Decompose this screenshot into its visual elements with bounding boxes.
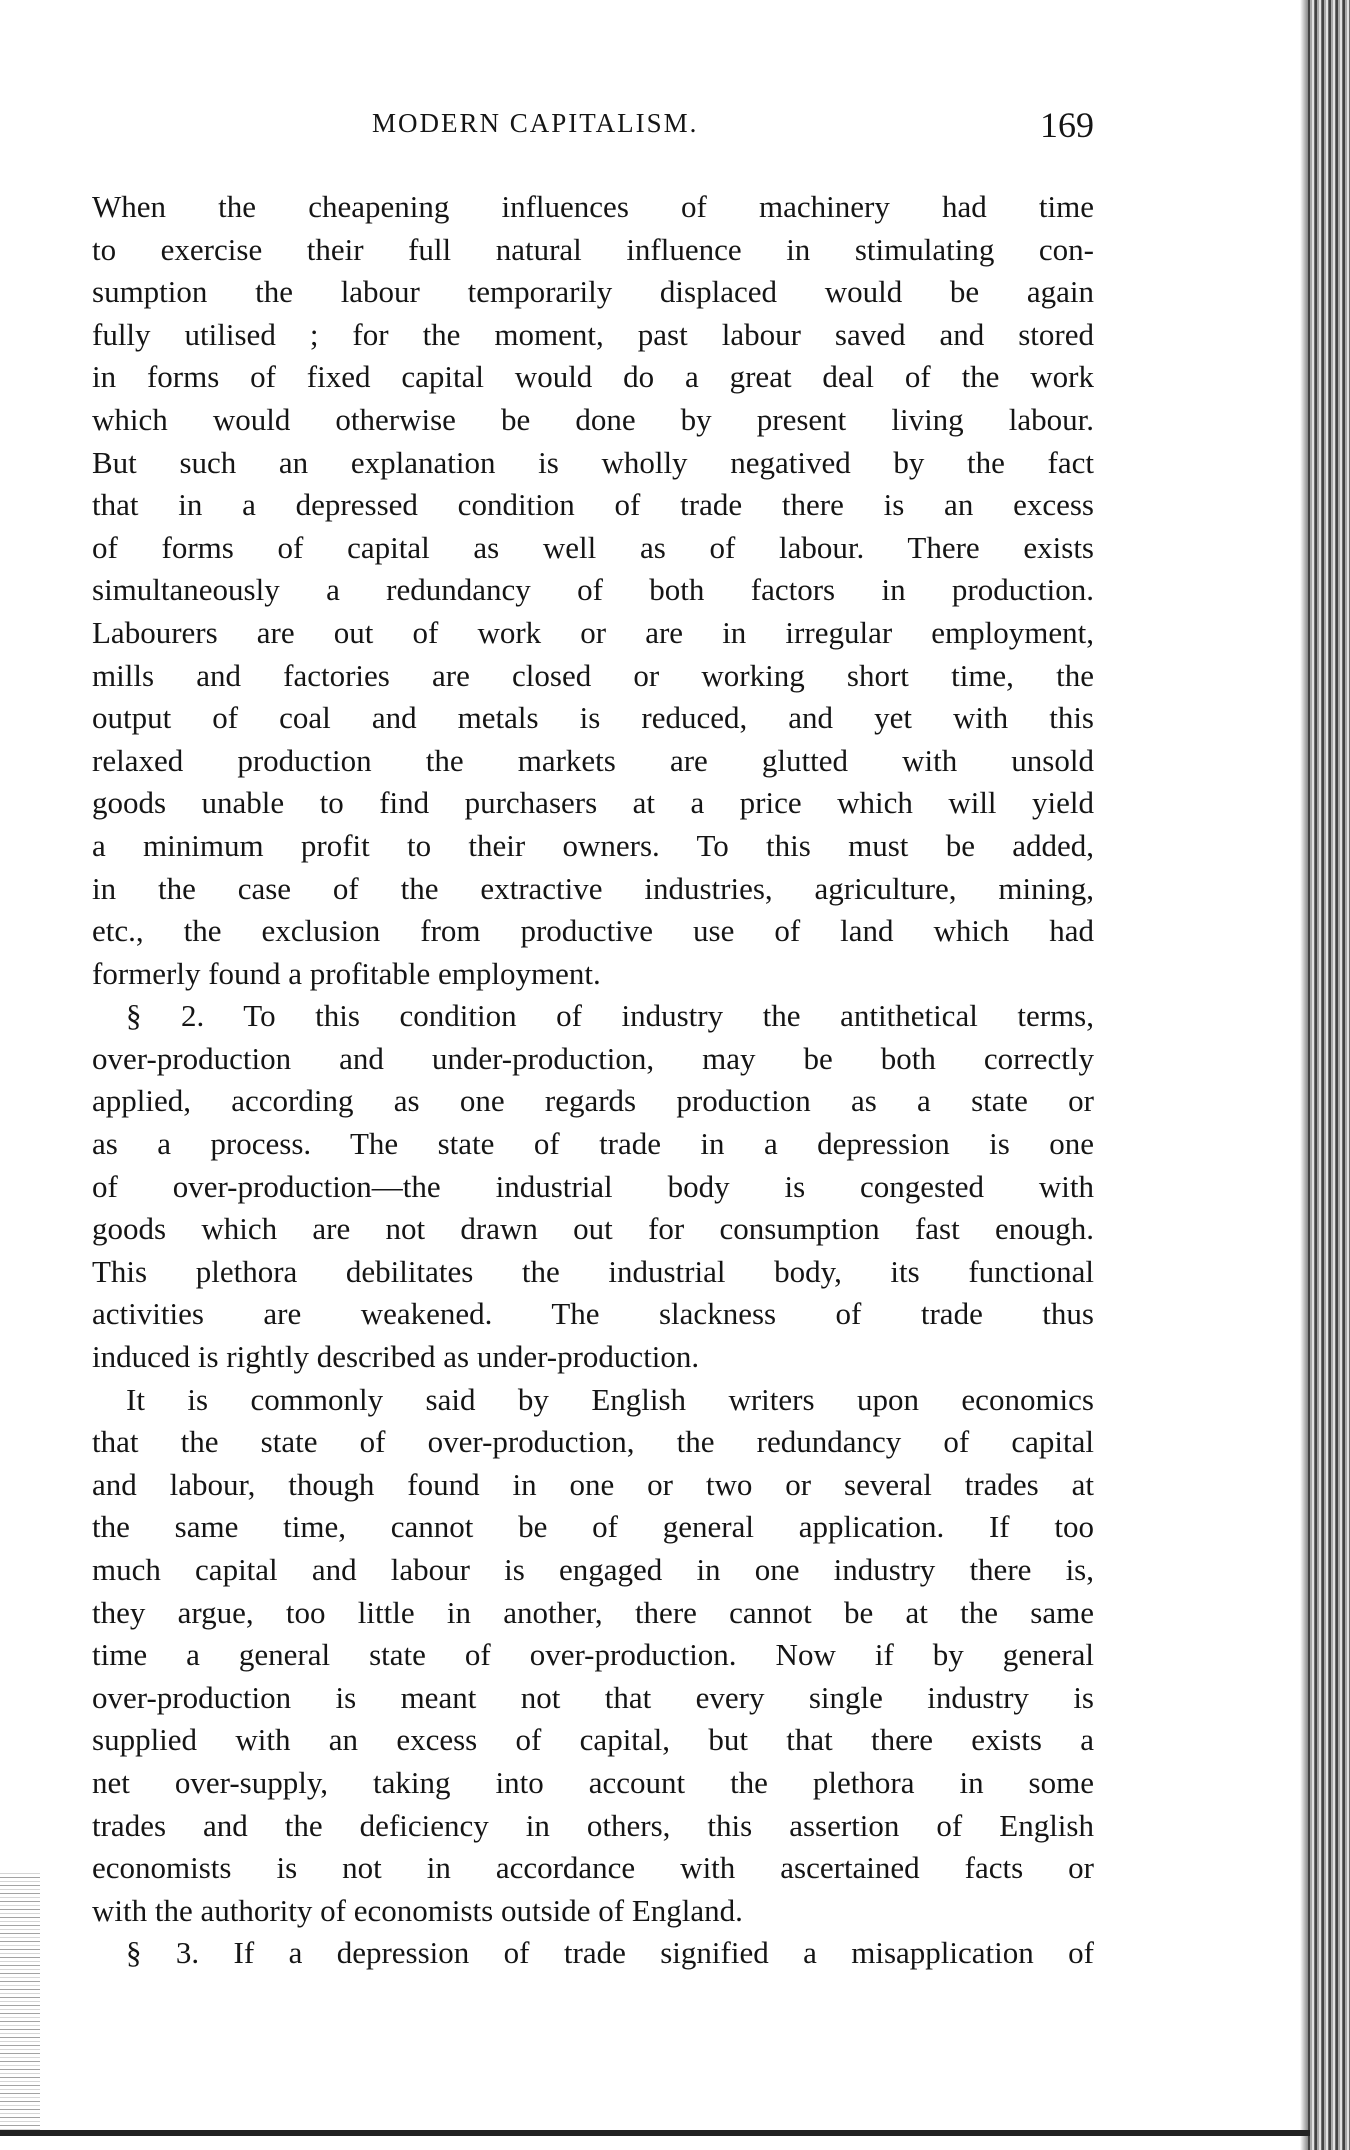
paragraph	[92, 186, 1094, 995]
text-line: of forms of capital as well as of labour. There exists	[92, 529, 1094, 565]
text-line: over-production is meant not that every single industry is	[92, 1679, 1094, 1715]
book-binding-shadow	[1300, 0, 1308, 2150]
text-line: induced is rightly described as under-production.	[92, 1339, 700, 1375]
text-line: economists is not in accordance with ascertained facts or	[92, 1850, 1094, 1886]
text-line: § 2. To this condition of industry the antithetical terms,	[126, 998, 1094, 1034]
paragraph	[92, 995, 1094, 1378]
book-binding-edge	[1308, 0, 1350, 2150]
text-line: in the case of the extractive industries, agriculture, mining,	[92, 870, 1094, 906]
text-line: § 3. If a depression of trade signified a misapplication of	[126, 1935, 1094, 1971]
text-line: which would otherwise be done by present living labour.	[92, 401, 1094, 437]
page-body	[92, 186, 1094, 1975]
text-line: simultaneously a redundancy of both factors in production.	[92, 572, 1094, 608]
paragraph	[92, 1379, 1094, 1933]
text-line: It is commonly said by English writers upon economics	[126, 1381, 1094, 1417]
page-number: 169	[1040, 105, 1094, 145]
text-line: mills and factories are closed or working short time, the	[92, 657, 1094, 693]
text-line: to exercise their full natural influence in stimulating con-	[92, 231, 1094, 267]
text-line: much capital and labour is engaged in one industry there is,	[92, 1552, 1094, 1587]
text-line: etc., the exclusion from productive use of land which had	[92, 913, 1094, 949]
text-line: This plethora debilitates the industrial body, its functional	[92, 1253, 1094, 1289]
text-line: goods which are not drawn out for consumption fast enough.	[92, 1211, 1094, 1247]
text-line: supplied with an excess of capital, but that there exists a	[92, 1722, 1094, 1758]
text-line: output of coal and metals is reduced, and yet with this	[92, 700, 1094, 736]
text-line: net over-supply, taking into account the plethora in some	[92, 1764, 1094, 1800]
text-line: Labourers are out of work or are in irregular employment,	[92, 614, 1094, 650]
running-title: MODERN CAPITALISM.	[372, 108, 699, 138]
text-line: and labour, though found in one or two or several trades at	[92, 1466, 1094, 1502]
text-line: goods unable to find purchasers at a price which will yield	[92, 785, 1094, 821]
text-line: a minimum profit to their owners. To this must be added,	[92, 827, 1094, 863]
text-line: trades and the deficiency in others, this assertion of English	[92, 1807, 1094, 1843]
text-line: that the state of over-production, the redundancy of capital	[92, 1424, 1094, 1460]
text-line: in forms of fixed capital would do a great deal of the work	[92, 359, 1094, 395]
text-line: formerly found a profitable employment.	[92, 955, 601, 991]
text-line: time a general state of over-production. Now if by general	[92, 1637, 1094, 1673]
text-line: they argue, too little in another, there cannot be at the same	[92, 1594, 1094, 1630]
text-line: over-production and under-production, may be both correctly	[92, 1040, 1094, 1076]
text-line: sumption the labour temporarily displaced would be again	[92, 274, 1094, 310]
text-line: with the authority of economists outside of England.	[92, 1892, 743, 1928]
text-line: When the cheapening influences of machinery had time	[92, 189, 1094, 224]
text-line: as a process. The state of trade in a depression is one	[92, 1126, 1094, 1162]
text-line: But such an explanation is wholly negatived by the fact	[92, 444, 1094, 480]
text-line: that in a depressed condition of trade there is an excess	[92, 487, 1094, 523]
text-line: applied, according as one regards production as a state or	[92, 1083, 1094, 1119]
scan-noise	[0, 1870, 40, 2130]
text-line: activities are weakened. The slackness of trade thus	[92, 1296, 1094, 1332]
text-line: relaxed production the markets are glutted with unsold	[92, 742, 1094, 778]
text-line: fully utilised ; for the moment, past labour saved and stored	[92, 316, 1094, 352]
text-line: the same time, cannot be of general application. If too	[92, 1509, 1094, 1545]
paragraph	[92, 1932, 1094, 1975]
page-header	[92, 105, 1094, 152]
text-line: of over-production—the industrial body is congested with	[92, 1168, 1094, 1204]
page-bottom-edge	[0, 2130, 1310, 2136]
